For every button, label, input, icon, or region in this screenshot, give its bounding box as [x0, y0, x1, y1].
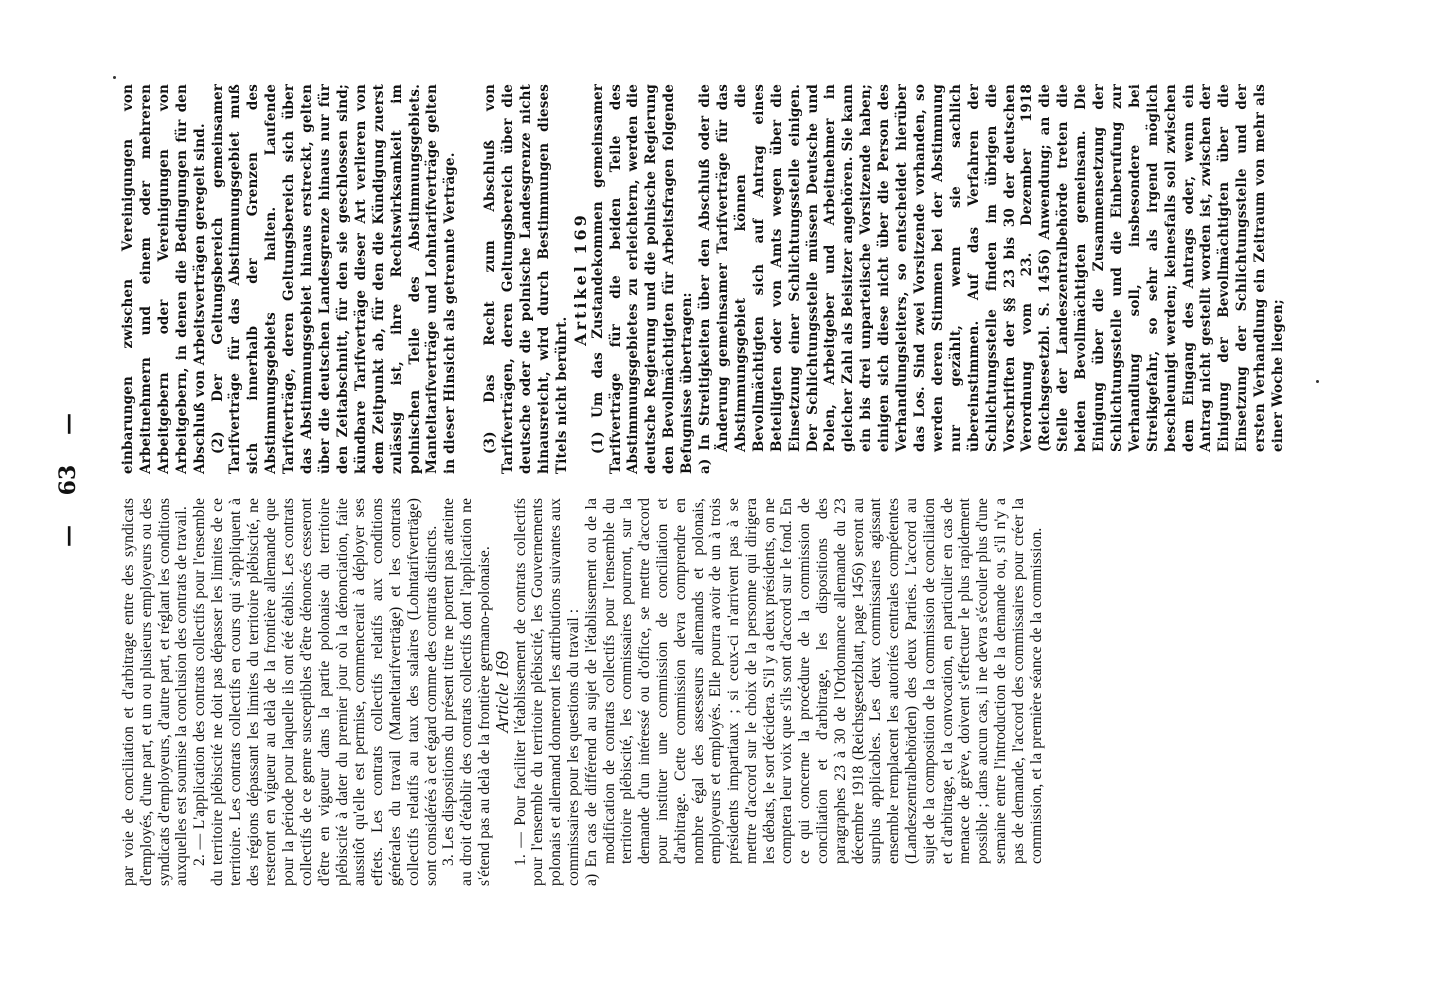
- scan-speck: [113, 76, 116, 79]
- german-paragraph-2: (2) Der Geltungsbereich gemeinsamer Tarifverträge für das Abstimmungsgebiet muß sich innerhalb der Grenzen des Abstimmungsgebiets halten. Laufende Tarifverträge, deren Geltungsbereich sich über das Abstimmungsgebiet hinaus erstreckt, gelten über die deutschen Landesgrenze hinaus nur für den Zeitabschnitt, für den sie geschlossen sind; kündbare Tarifverträge dieser Art verlieren von dem Zeitpunkt ab, für den die Kündigung zuerst zulässig ist, ihre Rechtswirksamkeit im polnischen Teile des Abstimmungsgebiets. Manteltarifverträge und Lohntarifverträge gelten in dieser Hinsicht als getrennte Verträge.: [209, 84, 459, 474]
- page-header: [55, 330, 81, 630]
- german-paragraph-4: (1) Um das Zustandekommen gemeinsamer Tarifverträge für die beiden Teile des Abstimmungsgebietes zu erleichtern, werden die deutsche Regierung und die polnische Regierung den Bevollmächtigten für Arbeitsfragen folgende Befugnisse übertragen:: [589, 84, 696, 474]
- german-column: [120, 84, 1288, 474]
- french-paragraph-5: a) En cas de différend au sujet de l'établissement ou de la modification de contrats collectifs pour l'ensemble du territoire plébiscité, les commissaires pourront, sur la demande d'un intéressé ou d'office, se mettre d'accord pour instituer une commission de conciliation et d'arbitrage. Cette commission devra comprendre en nombre égal des assesseurs allemands et polonais, employeurs et employés. Elle pourra avoir de un à trois présidents impartiaux ; si ceux-ci n'arrivent pas à se mettre d'accord sur le choix de la personne qui dirigera les débats, le sort décidera. S'il y a deux présidents, on ne comptera leur voix que s'ils sont d'accord sur le fond. En ce qui concerne la procédure de la commission de conciliation et d'arbitrage, les dispositions des paragraphes 23 à 30 de l'Ordonnance allemande du 23 décembre 1918 (Reichsgesetzblatt, page 1456) seront au surplus applicables. Les deux commissaires agissant ensemble remplacent les autorités centrales compétentes (Landeszentralbehörden) des deux Parties. L'accord au sujet de la composition de la commission de conciliation et d'arbitrage, et la convocation, en particulier en cas de menace de grève, doivent s'effectuer le plus rapidement possible ; dans aucun cas, il ne devra s'écouler plus d'une semaine entre l'introduction de la demande ou, s'il n'y a pas de demande, l'accord des commissaires pour créer la commission, et la première séance de la commission.: [582, 498, 1045, 886]
- german-paragraph-3: (3) Das Recht zum Abschluß von Tarifverträgen, deren Geltungsbereich über die deutsche oder die polnische Landesgrenze nicht hinausreicht, wird durch Bestimmungen dieses Titels nicht berührt.: [482, 84, 570, 474]
- german-article-heading: Artikel 169: [570, 212, 590, 346]
- header-dash-right: —: [55, 413, 81, 436]
- german-paragraph-1: einbarungen zwischen Vereinigungen von Arbeitnehmern und einem oder mehreren Arbeitgebern oder Vereinigungen von Arbeitgebern, in denen die Bedingungen für den Abschluß von Arbeitsverträgen geregelt sind.: [120, 84, 208, 474]
- french-paragraph-1: par voie de conciliation et d'arbitrage entre des syndicats d'employés, d'une part, et un ou plusieurs employeurs ou des syndicats d'employeurs, d'autre part, et réglant les conditions auxquelles est soumise la conclusion des contrats de travail.: [120, 498, 191, 886]
- french-column: [120, 498, 1045, 886]
- header-dash-left: —: [55, 524, 81, 547]
- scan-speck: [1316, 380, 1319, 383]
- page-number: 63: [55, 464, 81, 496]
- french-paragraph-3: 3. Les dispositions du présent titre ne portent pas atteinte au droit d'établir des contrats collectifs dont l'application ne s'étend pas au delà de la frontière germano-polonaise.: [440, 498, 493, 886]
- digitization-credit: [1414, 0, 1434, 1000]
- french-article-heading: Article 169: [491, 651, 512, 733]
- german-paragraph-5: a) In Streitigkeiten über den Abschluß oder die Änderung gemeinsamer Tarifverträge für das Abstimmungsgebiet können die Bevollmächtigten sich auf Antrag eines Beteiligten oder von Amts wegen über die Einsetzung einer Schlichtungsstelle einigen. Der Schlichtungsstelle müssen Deutsche und Polen, Arbeitgeber und Arbeitnehmer in gleicher Zahl als Beisitzer angehören. Sie kann ein bis drei unparteiische Vorsitzende haben; einigen sich diese nicht über die Person des Verhandlungsleiters, so entscheidet hierüber das Los. Sind zwei Vorsitzende vorhanden, so werden deren Stimmen bei der Abstimmung nur gezählt, wenn sie sachlich übereinstimmen. Auf das Verfahren der Schlichtungsstelle finden im übrigen die Vorschriften der §§ 23 bis 30 der deutschen Verordnung vom 23. Dezember 1918 (Reichsgesetzbl. S. 1456) Anwendung; an die Stelle der Landeszentralbehörde treten die beiden Bevollmächtigten gemeinsam. Die Einigung über die Zusammensetzung der Schlichtungsstelle und die Einberufung zur Verhandlung soll, insbesondere bei Streikgefahr, so sehr als irgend möglich beschleunigt werden; keinesfalls soll zwischen dem Eingang des Antrags oder, wenn ein Antrag nicht gestellt worden ist, zwischen der Einigung der Bevollmächtigten über die Einsetzung der Schlichtungsstelle und der ersten Verhandlung ein Zeitraum von mehr als einer Woche liegen;: [697, 84, 1287, 474]
- french-paragraph-4: 1. — Pour faciliter l'établissement de contrats collectifs pour l'ensemble du territoire plébiscité, les Gouvernements polonais et allemand donneront les attributions suivantes aux commissaires pour les questions du travail :: [511, 498, 582, 886]
- french-paragraph-2: 2. — L'application des contrats collectifs pour l'ensemble du territoire plébiscité ne doit pas dépasser les limites de ce territoire. Les contrats collectifs en cours qui s'appliquent à des régions dépassant les limites du territoire plébiscité, ne resteront en vigueur au delà de la frontière allemande que pour la période pour laquelle ils ont été établis. Les contrats collectifs de ce genre susceptibles d'être dénoncés cesseront d'être en vigueur dans la partie polonaise du territoire plébiscité à dater du premier jour où la dénonciation, faite aussitôt qu'elle est permise, commencerait à déployer ses effets. Les contrats collectifs relatifs aux conditions générales du travail (Manteltarifverträge) et les contrats collectifs relatifs au taux des salaires (Lohntarifverträge) sont considérés à cet égard comme des contrats distincts.: [191, 498, 440, 886]
